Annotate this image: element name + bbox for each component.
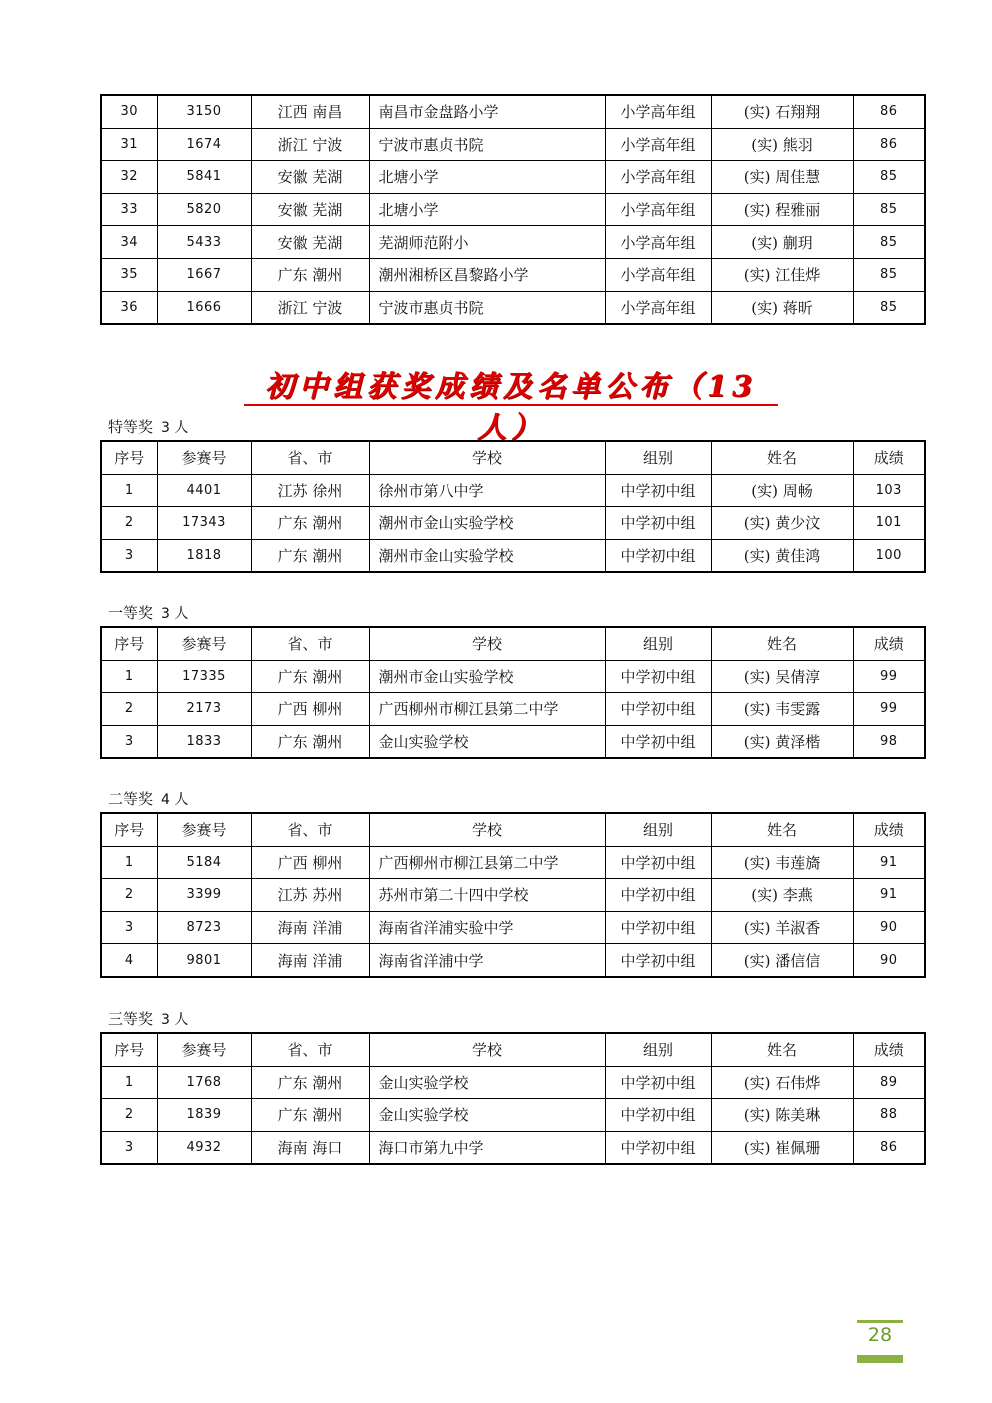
header-name: 姓名 [711, 813, 853, 846]
section-title: 初中组获奖成绩及名单公布（13人） [264, 369, 758, 444]
cell-no: 36 [101, 291, 157, 324]
cell-name: (实) 潘信信 [711, 944, 853, 977]
cell-score: 88 [853, 1099, 925, 1132]
cell-id: 4401 [157, 474, 251, 507]
award-name: 二等奖 [108, 790, 154, 808]
cell-no: 31 [101, 128, 157, 161]
cell-region: 浙江 宁波 [251, 291, 369, 324]
cell-group: 中学初中组 [605, 660, 711, 693]
cell-name: (实) 蒋昕 [711, 291, 853, 324]
table-row [101, 944, 925, 977]
table-header [101, 1033, 925, 1066]
cell-region: 广西 柳州 [251, 846, 369, 879]
cell-no: 4 [101, 944, 157, 977]
table-body [101, 846, 925, 977]
results-table-continued [100, 94, 926, 325]
table-row [101, 693, 925, 726]
header-row [101, 1033, 925, 1066]
cell-school: 海南省洋浦实验中学 [369, 911, 605, 944]
cell-id: 9801 [157, 944, 251, 977]
cell-score: 85 [853, 258, 925, 291]
cell-no: 30 [101, 95, 157, 128]
cell-school: 潮州市金山实验学校 [369, 507, 605, 540]
cell-group: 中学初中组 [605, 693, 711, 726]
cell-group: 小学高年组 [605, 258, 711, 291]
cell-id: 17343 [157, 507, 251, 540]
cell-score: 85 [853, 161, 925, 194]
cell-group: 中学初中组 [605, 944, 711, 977]
cell-score: 100 [853, 539, 925, 572]
cell-id: 1674 [157, 128, 251, 161]
award-name: 三等奖 [108, 1010, 154, 1028]
award-table-first [100, 626, 926, 759]
header-name: 姓名 [711, 441, 853, 474]
header-school: 学校 [369, 627, 605, 660]
table-row [101, 258, 925, 291]
cell-name: (实) 周畅 [711, 474, 853, 507]
award-count: 4 人 [161, 792, 189, 808]
cell-region: 浙江 宁波 [251, 128, 369, 161]
cell-no: 2 [101, 693, 157, 726]
cell-name: (实) 羊淑香 [711, 911, 853, 944]
cell-no: 35 [101, 258, 157, 291]
cell-no: 34 [101, 226, 157, 259]
cell-region: 江西 南昌 [251, 95, 369, 128]
cell-no: 3 [101, 911, 157, 944]
cell-group: 小学高年组 [605, 161, 711, 194]
cell-score: 91 [853, 846, 925, 879]
cell-no: 1 [101, 660, 157, 693]
cell-region: 江苏 苏州 [251, 879, 369, 912]
cell-name: (实) 江佳烨 [711, 258, 853, 291]
award-count: 3 人 [161, 420, 189, 436]
cell-region: 安徽 芜湖 [251, 161, 369, 194]
page-number-rule [857, 1320, 903, 1323]
page-number-bar [857, 1355, 903, 1363]
cell-name: (实) 黄佳鸿 [711, 539, 853, 572]
cell-group: 中学初中组 [605, 879, 711, 912]
cell-id: 2173 [157, 693, 251, 726]
title-underline [244, 404, 778, 406]
cell-score: 86 [853, 1131, 925, 1164]
header-region: 省、市 [251, 441, 369, 474]
header-score: 成绩 [853, 627, 925, 660]
cell-group: 小学高年组 [605, 128, 711, 161]
cell-name: (实) 蒯玥 [711, 226, 853, 259]
header-name: 姓名 [711, 627, 853, 660]
table-row [101, 539, 925, 572]
cell-no: 3 [101, 725, 157, 758]
table-row [101, 507, 925, 540]
cell-name: (实) 石翔翔 [711, 95, 853, 128]
cell-id: 8723 [157, 911, 251, 944]
cell-group: 中学初中组 [605, 1066, 711, 1099]
header-id: 参赛号 [157, 441, 251, 474]
table-row [101, 846, 925, 879]
cell-region: 安徽 芜湖 [251, 193, 369, 226]
award-table-second [100, 812, 926, 978]
cell-name: (实) 吴倩淳 [711, 660, 853, 693]
cell-id: 1818 [157, 539, 251, 572]
table-row [101, 128, 925, 161]
cell-school: 宁波市惠贞书院 [369, 128, 605, 161]
cell-name: (实) 崔佩珊 [711, 1131, 853, 1164]
cell-score: 101 [853, 507, 925, 540]
cell-school: 海口市第九中学 [369, 1131, 605, 1164]
cell-school: 金山实验学校 [369, 725, 605, 758]
cell-name: (实) 熊羽 [711, 128, 853, 161]
cell-group: 中学初中组 [605, 539, 711, 572]
award-name: 一等奖 [108, 604, 154, 622]
cell-group: 中学初中组 [605, 507, 711, 540]
header-school: 学校 [369, 813, 605, 846]
cell-no: 33 [101, 193, 157, 226]
cell-group: 中学初中组 [605, 474, 711, 507]
cell-id: 5433 [157, 226, 251, 259]
header-row [101, 441, 925, 474]
table-body [101, 660, 925, 758]
award-count: 3 人 [161, 1012, 189, 1028]
header-score: 成绩 [853, 1033, 925, 1066]
cell-score: 99 [853, 660, 925, 693]
header-region: 省、市 [251, 1033, 369, 1066]
header-name: 姓名 [711, 1033, 853, 1066]
table-body [101, 474, 925, 572]
header-no: 序号 [101, 1033, 157, 1066]
cell-score: 85 [853, 226, 925, 259]
table-row [101, 95, 925, 128]
cell-region: 广西 柳州 [251, 693, 369, 726]
cell-region: 广东 潮州 [251, 660, 369, 693]
table-row [101, 291, 925, 324]
cell-no: 2 [101, 1099, 157, 1132]
cell-no: 1 [101, 474, 157, 507]
cell-region: 广东 潮州 [251, 539, 369, 572]
award-table-third [100, 1032, 926, 1165]
award-name: 特等奖 [108, 418, 154, 436]
cell-region: 广东 潮州 [251, 1099, 369, 1132]
cell-school: 北塘小学 [369, 161, 605, 194]
header-id: 参赛号 [157, 627, 251, 660]
cell-name: (实) 黄少汶 [711, 507, 853, 540]
cell-id: 3399 [157, 879, 251, 912]
cell-region: 广东 潮州 [251, 258, 369, 291]
cell-region: 海南 海口 [251, 1131, 369, 1164]
cell-id: 3150 [157, 95, 251, 128]
table-row [101, 226, 925, 259]
award-count: 3 人 [161, 606, 189, 622]
cell-name: (实) 韦雯露 [711, 693, 853, 726]
cell-school: 潮州市金山实验学校 [369, 539, 605, 572]
award-table-special [100, 440, 926, 573]
cell-name: (实) 韦莲旖 [711, 846, 853, 879]
header-score: 成绩 [853, 441, 925, 474]
cell-school: 金山实验学校 [369, 1066, 605, 1099]
cell-id: 1833 [157, 725, 251, 758]
header-group: 组别 [605, 813, 711, 846]
header-row [101, 627, 925, 660]
header-group: 组别 [605, 627, 711, 660]
cell-group: 中学初中组 [605, 911, 711, 944]
cell-no: 1 [101, 1066, 157, 1099]
table-row [101, 911, 925, 944]
cell-id: 17335 [157, 660, 251, 693]
cell-no: 3 [101, 539, 157, 572]
cell-score: 85 [853, 291, 925, 324]
header-row [101, 813, 925, 846]
cell-score: 90 [853, 911, 925, 944]
table-row [101, 193, 925, 226]
header-score: 成绩 [853, 813, 925, 846]
table-row [101, 474, 925, 507]
cell-score: 91 [853, 879, 925, 912]
award-label-third [108, 1008, 188, 1029]
award-label-special [108, 416, 188, 437]
table-body [101, 1066, 925, 1164]
cell-score: 86 [853, 95, 925, 128]
table-header [101, 441, 925, 474]
header-group: 组别 [605, 441, 711, 474]
header-region: 省、市 [251, 627, 369, 660]
cell-region: 广东 潮州 [251, 725, 369, 758]
cell-name: (实) 石伟烨 [711, 1066, 853, 1099]
cell-name: (实) 黄泽楷 [711, 725, 853, 758]
cell-id: 1666 [157, 291, 251, 324]
cell-group: 中学初中组 [605, 846, 711, 879]
cell-id: 4932 [157, 1131, 251, 1164]
award-label-second [108, 788, 188, 809]
cell-no: 2 [101, 507, 157, 540]
header-no: 序号 [101, 441, 157, 474]
cell-id: 5184 [157, 846, 251, 879]
award-label-first [108, 602, 188, 623]
cell-id: 5820 [157, 193, 251, 226]
header-id: 参赛号 [157, 813, 251, 846]
cell-name: (实) 程雅丽 [711, 193, 853, 226]
cell-group: 小学高年组 [605, 226, 711, 259]
cell-name: (实) 周佳慧 [711, 161, 853, 194]
table-row [101, 161, 925, 194]
cell-school: 海南省洋浦中学 [369, 944, 605, 977]
table-row [101, 725, 925, 758]
cell-school: 芜湖师范附小 [369, 226, 605, 259]
cell-id: 1667 [157, 258, 251, 291]
cell-group: 小学高年组 [605, 95, 711, 128]
cell-school: 宁波市惠贞书院 [369, 291, 605, 324]
table-body [101, 95, 925, 324]
cell-no: 1 [101, 846, 157, 879]
cell-school: 潮州湘桥区昌黎路小学 [369, 258, 605, 291]
cell-group: 中学初中组 [605, 1099, 711, 1132]
cell-group: 中学初中组 [605, 725, 711, 758]
cell-score: 85 [853, 193, 925, 226]
cell-school: 北塘小学 [369, 193, 605, 226]
table-row [101, 1131, 925, 1164]
cell-score: 86 [853, 128, 925, 161]
header-school: 学校 [369, 441, 605, 474]
cell-no: 32 [101, 161, 157, 194]
cell-region: 广东 潮州 [251, 1066, 369, 1099]
header-region: 省、市 [251, 813, 369, 846]
table-header [101, 813, 925, 846]
cell-score: 103 [853, 474, 925, 507]
header-no: 序号 [101, 813, 157, 846]
header-no: 序号 [101, 627, 157, 660]
cell-region: 海南 洋浦 [251, 944, 369, 977]
cell-school: 潮州市金山实验学校 [369, 660, 605, 693]
cell-no: 3 [101, 1131, 157, 1164]
table-row [101, 879, 925, 912]
cell-school: 南昌市金盘路小学 [369, 95, 605, 128]
table-row [101, 1099, 925, 1132]
cell-region: 海南 洋浦 [251, 911, 369, 944]
cell-id: 1768 [157, 1066, 251, 1099]
cell-school: 徐州市第八中学 [369, 474, 605, 507]
cell-region: 江苏 徐州 [251, 474, 369, 507]
cell-group: 小学高年组 [605, 291, 711, 324]
cell-no: 2 [101, 879, 157, 912]
cell-id: 1839 [157, 1099, 251, 1132]
cell-school: 广西柳州市柳江县第二中学 [369, 846, 605, 879]
cell-id: 5841 [157, 161, 251, 194]
cell-name: (实) 陈美琳 [711, 1099, 853, 1132]
cell-score: 90 [853, 944, 925, 977]
table-row [101, 1066, 925, 1099]
page-number: 28 [867, 1324, 893, 1346]
cell-group: 小学高年组 [605, 193, 711, 226]
header-group: 组别 [605, 1033, 711, 1066]
cell-score: 99 [853, 693, 925, 726]
table-header [101, 627, 925, 660]
cell-region: 安徽 芜湖 [251, 226, 369, 259]
cell-region: 广东 潮州 [251, 507, 369, 540]
cell-school: 苏州市第二十四中学校 [369, 879, 605, 912]
cell-name: (实) 李燕 [711, 879, 853, 912]
cell-score: 98 [853, 725, 925, 758]
cell-group: 中学初中组 [605, 1131, 711, 1164]
header-id: 参赛号 [157, 1033, 251, 1066]
cell-school: 广西柳州市柳江县第二中学 [369, 693, 605, 726]
cell-score: 89 [853, 1066, 925, 1099]
table-row [101, 660, 925, 693]
cell-school: 金山实验学校 [369, 1099, 605, 1132]
header-school: 学校 [369, 1033, 605, 1066]
